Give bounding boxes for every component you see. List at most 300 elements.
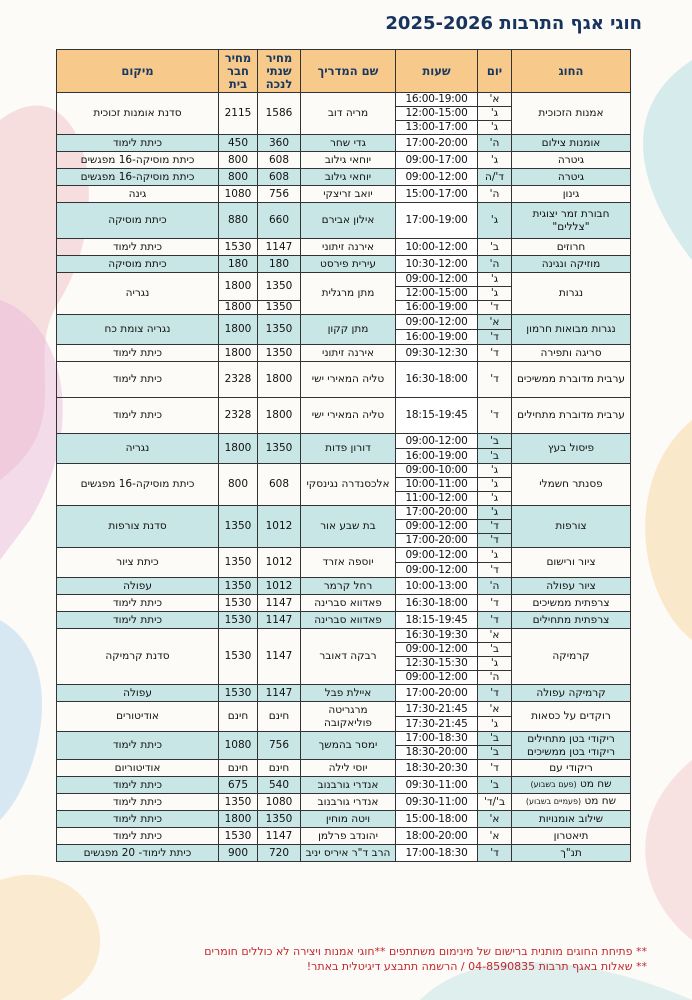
class-name: תנ"ך [560, 846, 582, 859]
price-yearly-cell: 756 [258, 732, 301, 760]
instructor-cell: יוחאי גילוב [301, 169, 396, 186]
instructor-cell: מתן מרגלית [301, 273, 396, 315]
location-cell: כיתת לימוד [57, 732, 219, 760]
class-name-cell [512, 629, 631, 685]
price-member-cell: 1530 [219, 239, 258, 256]
class-name-cell [512, 256, 631, 273]
day-cell: ג' [478, 287, 512, 301]
location-cell: נגריה [57, 434, 219, 464]
price-member-cell: 1350 [219, 506, 258, 548]
price-member-cell: 1800 [219, 301, 258, 315]
hours-cell: 11:00-12:00 [396, 492, 478, 506]
hours-cell: 17:00-20:00 [396, 506, 478, 520]
price-member-cell: 1080 [219, 186, 258, 203]
instructor-cell: יוחאי גילוב [301, 152, 396, 169]
day-cell: ג' [478, 478, 512, 492]
table-row [57, 169, 631, 186]
hours-cell: 17:00-19:00 [396, 203, 478, 239]
location-cell: כיתת לימוד [57, 828, 219, 845]
hours-cell: 12:30-15:30 [396, 657, 478, 671]
day-cell: ד' [478, 563, 512, 578]
class-name: גיטרה [557, 153, 585, 166]
class-name: אומנות צילום [541, 136, 601, 149]
day-cell: ג' [478, 203, 512, 239]
class-name-cell [512, 506, 631, 548]
class-name: קרמיקה עפולה [536, 686, 606, 699]
table-row [57, 732, 631, 746]
location-cell: כיתת לימוד- 20 מפגשים [57, 845, 219, 862]
hours-cell: 18:30-20:30 [396, 760, 478, 777]
instructor-cell: טליה המאירי ישי [301, 362, 396, 398]
class-name: ערבית מדוברת ממשיכים [516, 373, 626, 386]
class-name-cell [512, 345, 631, 362]
hours-cell: 18:15-19:45 [396, 398, 478, 434]
price-member-cell: 1350 [219, 578, 258, 595]
price-yearly-cell: 1350 [258, 301, 301, 315]
instructor-cell: יוספה אזרד [301, 548, 396, 578]
hours-cell: 17:00-20:00 [396, 685, 478, 702]
class-name-cell [512, 760, 631, 777]
hours-cell: 18:15-19:45 [396, 612, 478, 629]
day-cell: ד'/ה [478, 169, 512, 186]
class-name-cell [512, 464, 631, 506]
hours-cell: 09:30-11:00 [396, 777, 478, 794]
table-row [57, 345, 631, 362]
class-name-cell [512, 595, 631, 612]
instructor-cell: יוסי לילה [301, 760, 396, 777]
table-row [57, 811, 631, 828]
instructor-cell: ימסר בהמשך [301, 732, 396, 760]
location-cell: כיתת לימוד [57, 345, 219, 362]
day-cell: ג' [478, 121, 512, 135]
table-row [57, 362, 631, 398]
instructor-cell: מריה דוב [301, 93, 396, 135]
hours-cell: 09:00-12:00 [396, 520, 478, 534]
header-price-yearly: מחיר שנתי לנכה [258, 50, 301, 93]
hours-cell: 10:00-11:00 [396, 478, 478, 492]
class-name: חבורת זמר יצוגית "צללים" [532, 207, 610, 233]
price-yearly-cell: 1147 [258, 828, 301, 845]
location-cell: כיתת לימוד [57, 612, 219, 629]
location-cell: סדנת קרמיקה [57, 629, 219, 685]
table-row [57, 135, 631, 152]
price-member-cell: 1350 [219, 548, 258, 578]
day-cell: א' [478, 315, 512, 330]
hours-cell: 17:30-21:45 [396, 702, 478, 717]
hours-cell: 15:00-17:00 [396, 186, 478, 203]
class-name: ערבית מדוברת מתחילים [517, 409, 625, 422]
instructor-cell: יהונדב פרלמן [301, 828, 396, 845]
location-cell: כיתת מוסיקה-16 מפגשים [57, 169, 219, 186]
header-hours: שעות [396, 50, 478, 93]
header-price-member: מחיר חבר בית [219, 50, 258, 93]
day-cell: ה' [478, 186, 512, 203]
location-cell: סדנת אומנות זכוכית [57, 93, 219, 135]
hours-cell: 10:00-12:00 [396, 239, 478, 256]
hours-cell: 15:00-18:00 [396, 811, 478, 828]
price-yearly-cell: 1012 [258, 548, 301, 578]
day-cell: ב' [478, 434, 512, 449]
class-name-secondary: ריקודי בטן ממשיכים [527, 745, 615, 758]
class-name: שילוב אומנויות [538, 812, 604, 825]
day-cell: ג' [478, 657, 512, 671]
class-name: שח מט [584, 795, 617, 808]
table-row [57, 93, 631, 107]
location-cell: כיתת לימוד [57, 811, 219, 828]
hours-cell: 09:00-17:00 [396, 152, 478, 169]
hours-cell: 16:00-19:00 [396, 330, 478, 345]
table-row [57, 315, 631, 330]
price-yearly-cell: 1350 [258, 273, 301, 301]
hours-cell: 18:30-20:00 [396, 746, 478, 760]
class-note: (פעמיים בשבוע) [525, 797, 582, 807]
class-name-cell [512, 203, 631, 239]
footnote-2: ** שאלות באגף תרבות 04-8590835 / הרשמה תתבצע דיגיטלית באתר! [306, 960, 647, 973]
instructor-cell: איילת פבל [301, 685, 396, 702]
price-member-cell: 180 [219, 256, 258, 273]
day-cell: ד' [478, 330, 512, 345]
table-body [57, 93, 631, 862]
table-row [57, 203, 631, 239]
table-row [57, 256, 631, 273]
price-yearly-cell: 1147 [258, 685, 301, 702]
class-name: אמנות הזכוכית [538, 107, 604, 120]
day-cell: ד' [478, 398, 512, 434]
class-name-cell [512, 811, 631, 828]
hours-cell: 17:00-18:30 [396, 845, 478, 862]
price-yearly-cell: 756 [258, 186, 301, 203]
price-member-cell: 450 [219, 135, 258, 152]
price-yearly-cell: 1350 [258, 434, 301, 464]
class-name-cell [512, 732, 631, 760]
table-row [57, 760, 631, 777]
instructor-cell: אנדרי גורבנוב [301, 794, 396, 811]
hours-cell: 09:00-12:00 [396, 671, 478, 685]
header-location: מיקום [57, 50, 219, 93]
class-name-cell [512, 398, 631, 434]
day-cell: ג' [478, 717, 512, 732]
hours-cell: 09:00-12:00 [396, 315, 478, 330]
class-name-cell [512, 794, 631, 811]
day-cell: ה' [478, 578, 512, 595]
class-name: צרפתית מתחילים [532, 613, 610, 626]
class-name-cell [512, 612, 631, 629]
table-row [57, 548, 631, 563]
class-name: ציור עפולה [546, 579, 596, 592]
hours-cell: 10:00-13:00 [396, 578, 478, 595]
day-cell: ג' [478, 506, 512, 520]
price-yearly-cell: 1012 [258, 578, 301, 595]
hours-cell: 16:00-19:00 [396, 93, 478, 107]
class-name-cell [512, 93, 631, 135]
price-yearly-cell: חינם [258, 760, 301, 777]
price-member-cell: 1530 [219, 595, 258, 612]
price-yearly-cell: 1350 [258, 315, 301, 345]
class-name-cell [512, 362, 631, 398]
class-name: גיטרה [557, 170, 585, 183]
class-name: קרמיקה [552, 650, 590, 663]
hours-cell: 09:00-12:00 [396, 563, 478, 578]
class-name: ריקודי בטן מתחילים [527, 732, 615, 745]
class-name: מוזיקה ונגינה [541, 257, 601, 270]
location-cell: כיתת מוסיקה [57, 203, 219, 239]
hours-cell: 12:00-15:00 [396, 107, 478, 121]
hours-cell: 10:30-12:00 [396, 256, 478, 273]
price-member-cell: 1800 [219, 315, 258, 345]
table-row [57, 828, 631, 845]
class-name-cell [512, 186, 631, 203]
price-yearly-cell: 1350 [258, 811, 301, 828]
class-name: נגרות מבואות חרמון [526, 323, 616, 336]
location-cell: כיתת לימוד [57, 794, 219, 811]
class-name: תיאטרון [553, 829, 589, 842]
price-yearly-cell: 360 [258, 135, 301, 152]
class-name-cell [512, 777, 631, 794]
location-cell: עפולה [57, 685, 219, 702]
location-cell: סדנת צורפות [57, 506, 219, 548]
location-cell: אודיטוריום [57, 760, 219, 777]
location-cell: כיתת ציור [57, 548, 219, 578]
table-row [57, 845, 631, 862]
instructor-cell: מרגריטה פוליאקובה [301, 702, 396, 732]
location-cell: כיתת לימוד [57, 777, 219, 794]
table-row [57, 506, 631, 520]
price-member-cell: 2328 [219, 362, 258, 398]
day-cell: ה' [478, 135, 512, 152]
instructor-cell: יואב זריצקי [301, 186, 396, 203]
instructor-cell: רבקה דאובר [301, 629, 396, 685]
instructor-cell: דורון פדות [301, 434, 396, 464]
price-member-cell: 1350 [219, 794, 258, 811]
day-cell: ג' [478, 548, 512, 563]
price-member-cell: 800 [219, 169, 258, 186]
price-member-cell: חינם [219, 702, 258, 732]
class-name: צורפות [555, 520, 587, 533]
day-cell: א' [478, 93, 512, 107]
hours-cell: 16:30-19:30 [396, 629, 478, 643]
price-member-cell: 1800 [219, 434, 258, 464]
price-member-cell: 1530 [219, 828, 258, 845]
table-row [57, 777, 631, 794]
location-cell: כיתת לימוד [57, 398, 219, 434]
hours-cell: 17:00-20:00 [396, 135, 478, 152]
day-cell: א' [478, 828, 512, 845]
price-member-cell: 880 [219, 203, 258, 239]
location-cell: כיתת לימוד [57, 135, 219, 152]
class-name-cell [512, 578, 631, 595]
class-name: פיסול בעץ [547, 442, 595, 455]
class-name: שח מט [579, 778, 612, 791]
hours-cell: 09:00-12:00 [396, 548, 478, 563]
instructor-cell: מתן קקון [301, 315, 396, 345]
location-cell: נגריה צומת כח [57, 315, 219, 345]
day-cell: ג' [478, 492, 512, 506]
day-cell: א' [478, 629, 512, 643]
class-name: נגרות [558, 287, 584, 300]
price-member-cell: 1080 [219, 732, 258, 760]
header-class: החוג [512, 50, 631, 93]
price-member-cell: 2328 [219, 398, 258, 434]
price-yearly-cell: 1800 [258, 398, 301, 434]
table-row [57, 152, 631, 169]
location-cell: נגריה [57, 273, 219, 315]
instructor-cell: רחל קרמר [301, 578, 396, 595]
location-cell: אודיטורים [57, 702, 219, 732]
hours-cell: 09:00-12:00 [396, 434, 478, 449]
class-name-cell [512, 315, 631, 345]
day-cell: ד' [478, 685, 512, 702]
location-cell: כיתת מוסיקה-16 מפגשים [57, 152, 219, 169]
day-cell: ד' [478, 301, 512, 315]
class-name-cell [512, 152, 631, 169]
day-cell: ב' [478, 449, 512, 464]
day-cell: ב' [478, 643, 512, 657]
day-cell: ד' [478, 595, 512, 612]
day-cell: ד' [478, 345, 512, 362]
class-name: חרוזים [556, 240, 586, 253]
table-row [57, 578, 631, 595]
price-yearly-cell: 1147 [258, 239, 301, 256]
instructor-cell: בת שבע אור [301, 506, 396, 548]
price-yearly-cell: 1012 [258, 506, 301, 548]
table-row [57, 595, 631, 612]
instructor-cell: אנדרי גורבנוב [301, 777, 396, 794]
price-yearly-cell: 1147 [258, 595, 301, 612]
instructor-cell: אירנה זיתוני [301, 345, 396, 362]
price-yearly-cell: 720 [258, 845, 301, 862]
hours-cell: 18:00-20:00 [396, 828, 478, 845]
hours-cell: 09:00-12:00 [396, 273, 478, 287]
instructor-cell: גדי שחר [301, 135, 396, 152]
class-name-cell [512, 239, 631, 256]
price-member-cell: 1800 [219, 811, 258, 828]
instructor-cell: עירית פירסט [301, 256, 396, 273]
class-name-cell [512, 702, 631, 732]
price-yearly-cell: חינם [258, 702, 301, 732]
day-cell: ג' [478, 273, 512, 287]
day-cell: א' [478, 811, 512, 828]
price-yearly-cell: 1147 [258, 612, 301, 629]
location-cell: כיתת מוסיקה [57, 256, 219, 273]
day-cell: א' [478, 702, 512, 717]
price-member-cell: 900 [219, 845, 258, 862]
location-cell: עפולה [57, 578, 219, 595]
classes-table [56, 49, 631, 862]
table-row [57, 612, 631, 629]
footnotes [204, 944, 647, 974]
location-cell: גינה [57, 186, 219, 203]
class-name: ציור ורישום [546, 556, 596, 569]
instructor-cell: אלכסנדרה נגינסקי [301, 464, 396, 506]
hours-cell: 17:00-18:30 [396, 732, 478, 746]
hours-cell: 09:30-12:30 [396, 345, 478, 362]
table-row [57, 398, 631, 434]
class-name-cell [512, 845, 631, 862]
table-row [57, 239, 631, 256]
price-yearly-cell: 1586 [258, 93, 301, 135]
hours-cell: 12:00-15:00 [396, 287, 478, 301]
table-row [57, 702, 631, 717]
location-cell: כיתת לימוד [57, 595, 219, 612]
hours-cell: 09:30-11:00 [396, 794, 478, 811]
location-cell: כיתת מוסיקה-16 מפגשים [57, 464, 219, 506]
price-yearly-cell: 1080 [258, 794, 301, 811]
header-day: יום [478, 50, 512, 93]
hours-cell: 09:00-12:00 [396, 643, 478, 657]
table-row [57, 794, 631, 811]
class-name: רוקדים על כסאות [531, 710, 611, 723]
instructor-cell: אירנה זיתוני [301, 239, 396, 256]
day-cell: ה' [478, 671, 512, 685]
hours-cell: 13:00-17:00 [396, 121, 478, 135]
price-yearly-cell: 608 [258, 464, 301, 506]
day-cell: ג' [478, 464, 512, 478]
class-name-cell [512, 434, 631, 464]
hours-cell: 17:30-21:45 [396, 717, 478, 732]
price-member-cell: 1530 [219, 629, 258, 685]
price-yearly-cell: 1800 [258, 362, 301, 398]
price-yearly-cell: 608 [258, 152, 301, 169]
day-cell: ה' [478, 256, 512, 273]
footnote-1: ** פתיחת החוגים מותנית ברישום של מינימום משתתפים **חוגי אמנות ויצירה לא כוללים חומרים [204, 945, 647, 958]
class-name: גינון [562, 187, 580, 200]
day-cell: ד' [478, 845, 512, 862]
instructor-cell: פאדווא סברינה [301, 595, 396, 612]
hours-cell: 17:00-20:00 [396, 534, 478, 548]
hours-cell: 16:30-18:00 [396, 595, 478, 612]
day-cell: ג' [478, 152, 512, 169]
price-yearly-cell: 1350 [258, 345, 301, 362]
class-name-cell [512, 273, 631, 315]
hours-cell: 16:00-19:00 [396, 449, 478, 464]
class-name-cell [512, 135, 631, 152]
table-row [57, 186, 631, 203]
price-member-cell: 2115 [219, 93, 258, 135]
day-cell: ב' [478, 732, 512, 746]
table-row [57, 629, 631, 643]
price-yearly-cell: 180 [258, 256, 301, 273]
price-member-cell: חינם [219, 760, 258, 777]
class-note: (פעם בשבוע) [530, 780, 577, 790]
price-member-cell: 1530 [219, 612, 258, 629]
instructor-cell: ויטה מוחין [301, 811, 396, 828]
hours-cell: 09:00-12:00 [396, 169, 478, 186]
price-yearly-cell: 1147 [258, 629, 301, 685]
location-cell: כיתת לימוד [57, 239, 219, 256]
price-member-cell: 1800 [219, 345, 258, 362]
instructor-cell: פאדווא סברינה [301, 612, 396, 629]
instructor-cell: אילון אבירם [301, 203, 396, 239]
day-cell: ד' [478, 520, 512, 534]
class-name: פסנתר חשמלי [539, 478, 603, 491]
class-name: ריקודי עם [549, 761, 593, 774]
day-cell: ב'/ד' [478, 794, 512, 811]
price-yearly-cell: 540 [258, 777, 301, 794]
day-cell: ד' [478, 534, 512, 548]
class-name-cell [512, 169, 631, 186]
hours-cell: 16:00-19:00 [396, 301, 478, 315]
instructor-cell: טליה המאירי ישי [301, 398, 396, 434]
header-instructor: שם המדריך [301, 50, 396, 93]
table-row [57, 273, 631, 287]
price-member-cell: 675 [219, 777, 258, 794]
price-yearly-cell: 608 [258, 169, 301, 186]
class-name-cell [512, 548, 631, 578]
class-name: סריגה ותפירה [540, 346, 602, 359]
day-cell: ב' [478, 239, 512, 256]
table-row [57, 434, 631, 449]
price-member-cell: 800 [219, 152, 258, 169]
